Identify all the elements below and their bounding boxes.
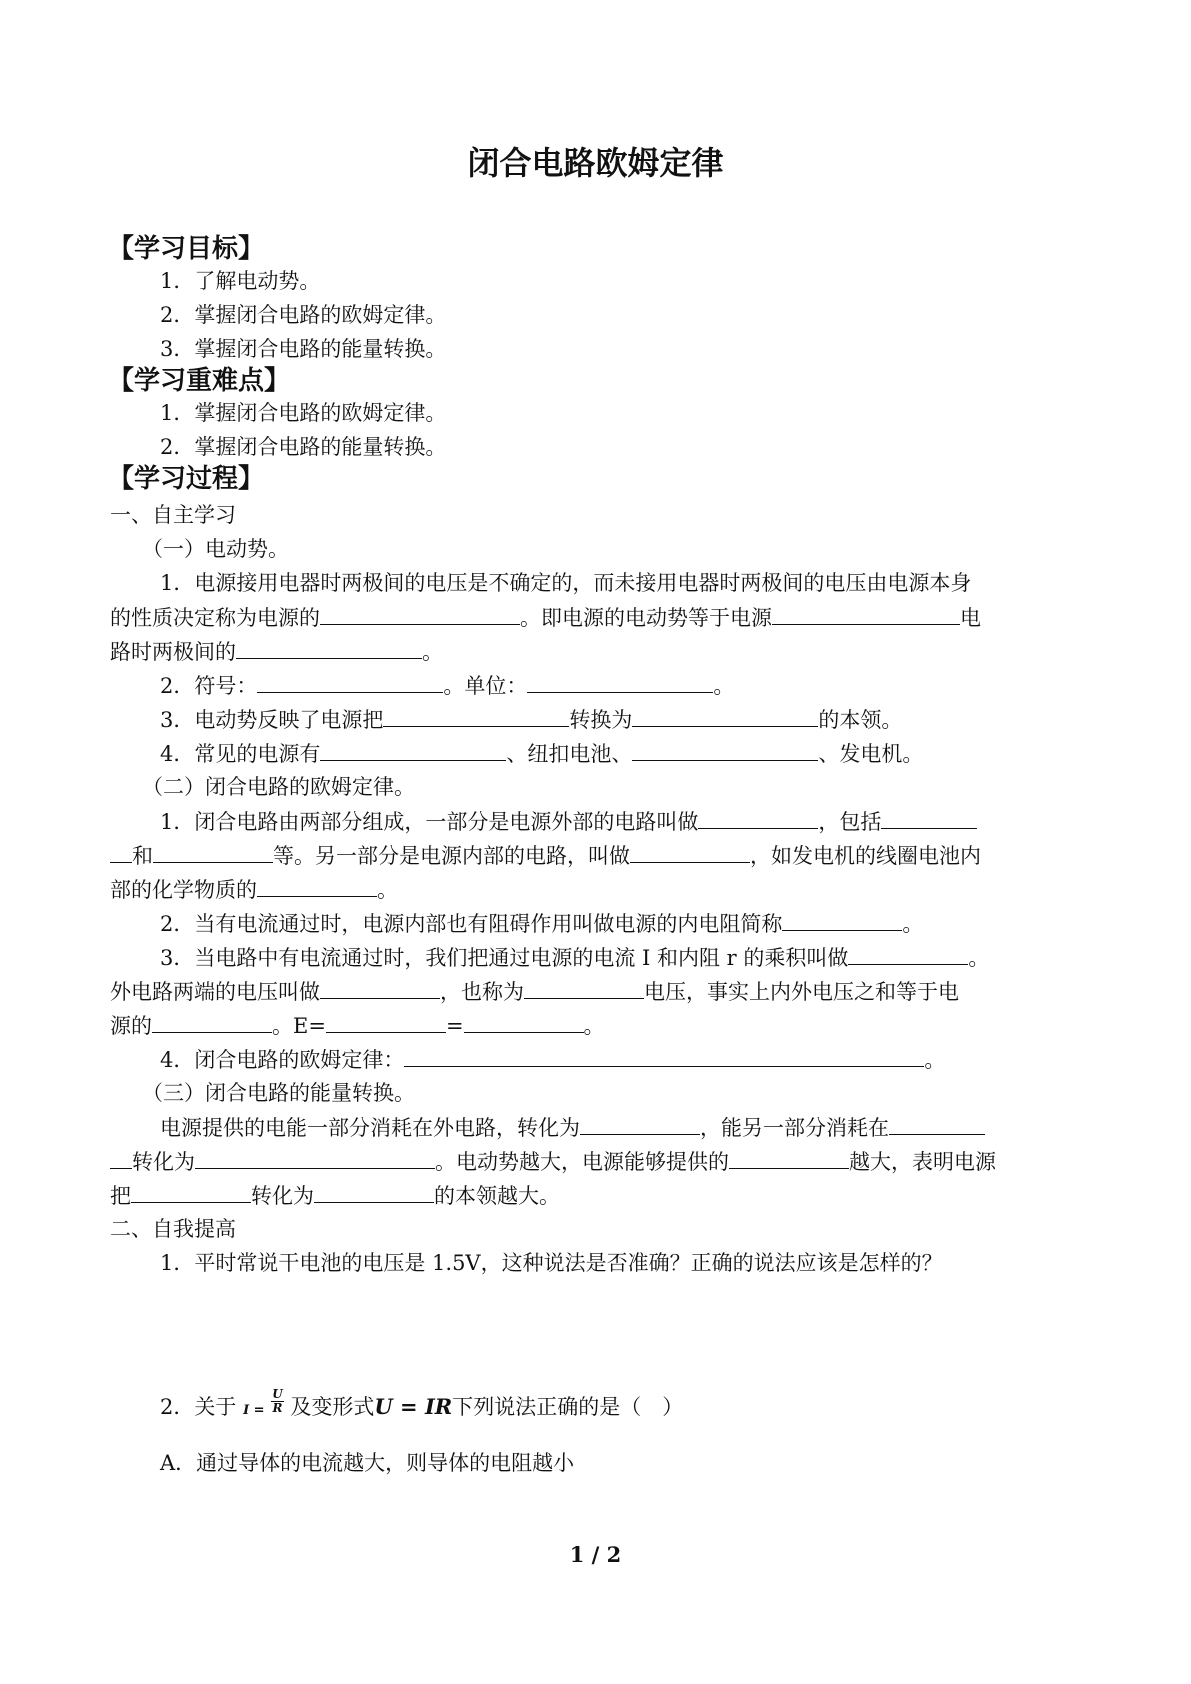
formula-lhs: I = <box>243 1403 265 1418</box>
q3-line-c: 源的 。E= = 。 <box>110 1010 605 1041</box>
page-title: 闭合电路欧姆定律 <box>467 144 724 182</box>
blank[interactable] <box>153 840 273 863</box>
blank[interactable] <box>320 976 440 999</box>
r1-line-a: 电源提供的电能一部分消耗在外电路，转化为 ，能另一部分消耗在 <box>160 1112 985 1143</box>
blank[interactable] <box>848 942 968 965</box>
page-number: 1 / 2 <box>569 1542 622 1567</box>
blank[interactable] <box>314 1180 434 1203</box>
key-2: 2．掌握闭合电路的能量转换。 <box>160 435 447 459</box>
q3-line-a: 3．当电路中有电流通过时，我们把通过电源的电流 I 和内阻 r 的乘积叫做 。 <box>160 942 989 973</box>
p1-line-c: 路时两极间的 。 <box>110 636 443 667</box>
blank[interactable] <box>464 1010 584 1033</box>
blank[interactable] <box>236 636 422 659</box>
goal-1: 1．了解电动势。 <box>160 269 321 293</box>
p4-line: 4．常见的电源有 、纽扣电池、 、发电机。 <box>160 738 923 769</box>
blank[interactable] <box>580 1112 700 1135</box>
blank[interactable] <box>257 874 377 897</box>
blank[interactable] <box>195 1146 435 1169</box>
q4-line: 4．闭合电路的欧姆定律： 。 <box>160 1044 945 1075</box>
blank[interactable] <box>698 806 818 829</box>
r1-line-c: 把 转化为 的本领越大。 <box>110 1180 560 1211</box>
p3-line: 3．电动势反映了电源把 转换为 的本领。 <box>160 704 902 735</box>
blank[interactable] <box>632 704 818 727</box>
q1-line-a: 1．闭合电路由两部分组成，一部分是电源外部的电路叫做 ，包括 <box>160 806 977 837</box>
key-1: 1．掌握闭合电路的欧姆定律。 <box>160 401 447 425</box>
q2-line: 2．当有电流通过时，电源内部也有阻碍作用叫做电源的内电阻简称 。 <box>160 908 923 939</box>
t1-line: 1．平时常说干电池的电压是 1.5V，这种说法是否准确？正确的说法应该是怎样的？ <box>160 1251 943 1275</box>
section-improve: 二、自我提高 <box>110 1217 236 1241</box>
blank[interactable] <box>632 738 818 761</box>
subsection-emf: （一）电动势。 <box>142 537 289 561</box>
blank[interactable] <box>782 908 902 931</box>
r1-line-b: 转化为 。电动势越大，电源能够提供的 越大，表明电源 <box>110 1146 996 1177</box>
q3-line-b: 外电路两端的电压叫做 ，也称为 电压，事实上内外电压之和等于电 <box>110 976 959 1007</box>
t2-line: 2．关于 I = $\frac{U}{R}$ 及变形式U = IR下列说法正确的是（ ） <box>160 1387 684 1419</box>
section-self-study: 一、自主学习 <box>110 503 236 527</box>
goal-3: 3．掌握闭合电路的能量转换。 <box>160 337 447 361</box>
blank[interactable] <box>131 1180 251 1203</box>
subsection-ohm: （二）闭合电路的欧姆定律。 <box>142 775 415 799</box>
blank[interactable] <box>527 670 713 693</box>
blank[interactable] <box>772 602 960 625</box>
blank[interactable] <box>320 738 506 761</box>
blank[interactable] <box>110 840 132 863</box>
blank[interactable] <box>110 1146 132 1169</box>
p1-line-b: 的性质决定称为电源的 。即电源的电动势等于电源 电 <box>110 602 981 633</box>
option-a: A．通过导体的电流越大，则导体的电阻越小 <box>160 1451 575 1475</box>
blank[interactable] <box>404 1044 924 1067</box>
goal-2: 2．掌握闭合电路的欧姆定律。 <box>160 303 447 327</box>
blank[interactable] <box>729 1146 849 1169</box>
blank[interactable] <box>524 976 644 999</box>
blank[interactable] <box>257 670 443 693</box>
blank[interactable] <box>320 602 520 625</box>
blank[interactable] <box>152 1010 272 1033</box>
blank[interactable] <box>326 1010 446 1033</box>
q1-line-b: 和 等。另一部分是电源内部的电路，叫做 ，如发电机的线圈电池内 <box>110 840 981 871</box>
blank[interactable] <box>630 840 750 863</box>
heading-key: 【学习重难点】 <box>108 366 291 396</box>
p2-line: 2．符号： 。单位： 。 <box>160 670 734 701</box>
formula-u-ir: U = IR <box>374 1394 453 1419</box>
p1-line-a: 1．电源接用电器时两极间的电压是不确定的，而未接用电器时两极间的电压由电源本身 <box>160 571 972 595</box>
blank[interactable] <box>383 704 569 727</box>
heading-process: 【学习过程】 <box>108 464 265 494</box>
q1-line-c: 部的化学物质的 。 <box>110 874 398 905</box>
blank[interactable] <box>889 1112 985 1135</box>
subsection-energy: （三）闭合电路的能量转换。 <box>142 1081 415 1105</box>
blank[interactable] <box>881 806 977 829</box>
heading-goal: 【学习目标】 <box>108 234 265 264</box>
fraction: $\frac{U}{R}$ <box>272 1387 283 1415</box>
